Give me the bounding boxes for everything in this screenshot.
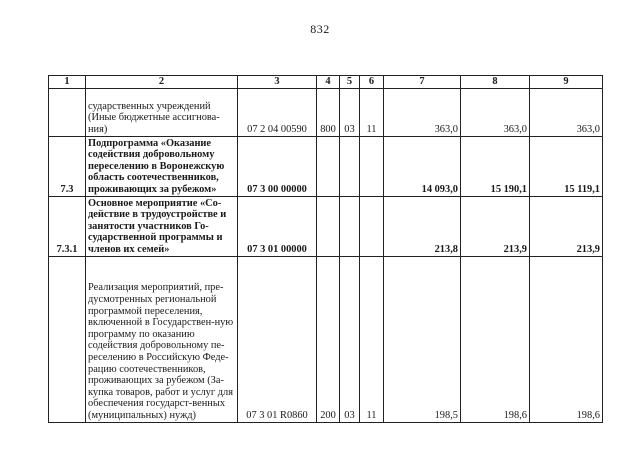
column-header: 9 (530, 76, 603, 89)
column-header: 2 (86, 76, 238, 89)
row-name: сударственных учреждений (Иные бюджетные ассигнова-ния) (86, 88, 238, 136)
column-header: 1 (49, 76, 86, 89)
row-value-3: 198,6 (530, 256, 603, 422)
table-row (49, 136, 603, 196)
row-value-1: 198,5 (384, 256, 461, 422)
column-header: 5 (340, 76, 360, 89)
row-code: 07 2 04 00590 (238, 88, 317, 136)
budget-table (48, 75, 603, 423)
row-section (340, 136, 360, 196)
column-header: 4 (317, 76, 340, 89)
row-expense-type (317, 136, 340, 196)
row-number: 7.3.1 (49, 196, 86, 256)
row-value-3: 15 119,1 (530, 136, 603, 196)
row-section: 03 (340, 88, 360, 136)
row-value-1: 14 093,0 (384, 136, 461, 196)
row-value-3: 363,0 (530, 88, 603, 136)
row-number: 7.3 (49, 136, 86, 196)
row-expense-type: 800 (317, 88, 340, 136)
row-section: 03 (340, 256, 360, 422)
row-code: 07 3 01 00000 (238, 196, 317, 256)
row-subsection (360, 196, 384, 256)
table-row (49, 256, 603, 422)
row-subsection (360, 136, 384, 196)
page-number: 832 (310, 22, 330, 36)
row-value-2: 15 190,1 (461, 136, 530, 196)
row-name: Реализация мероприятий, пре-дусмотренных региональной программой переселения, включенной в Государствен-ную программу по оказанию содействия добровольному пе-реселению в Российскую Феде-рацию соотечественников, проживающих за рубежом (За-купка товаров, работ и услуг для обеспечения государст-венных (муниципальных) нужд) (86, 256, 238, 422)
row-code: 07 3 00 00000 (238, 136, 317, 196)
row-value-1: 213,8 (384, 196, 461, 256)
row-value-2: 198,6 (461, 256, 530, 422)
row-section (340, 196, 360, 256)
row-subsection: 11 (360, 256, 384, 422)
row-value-3: 213,9 (530, 196, 603, 256)
row-name: Основное мероприятие «Со-действие в трудоустройстве и занятости участников Го-сударственной программы и членов их семей» (86, 196, 238, 256)
row-value-1: 363,0 (384, 88, 461, 136)
row-expense-type (317, 196, 340, 256)
column-header: 6 (360, 76, 384, 89)
header-row (49, 76, 603, 89)
row-subsection: 11 (360, 88, 384, 136)
row-code: 07 3 01 R0860 (238, 256, 317, 422)
table-row (49, 88, 603, 136)
table-row (49, 196, 603, 256)
row-number (49, 256, 86, 422)
row-name: Подпрограмма «Оказание содействия добровольному переселению в Воронежскую область соотечественников, проживающих за рубежом» (86, 136, 238, 196)
row-number (49, 88, 86, 136)
row-expense-type: 200 (317, 256, 340, 422)
column-header: 3 (238, 76, 317, 89)
row-value-2: 363,0 (461, 88, 530, 136)
column-header: 7 (384, 76, 461, 89)
row-value-2: 213,9 (461, 196, 530, 256)
column-header: 8 (461, 76, 530, 89)
